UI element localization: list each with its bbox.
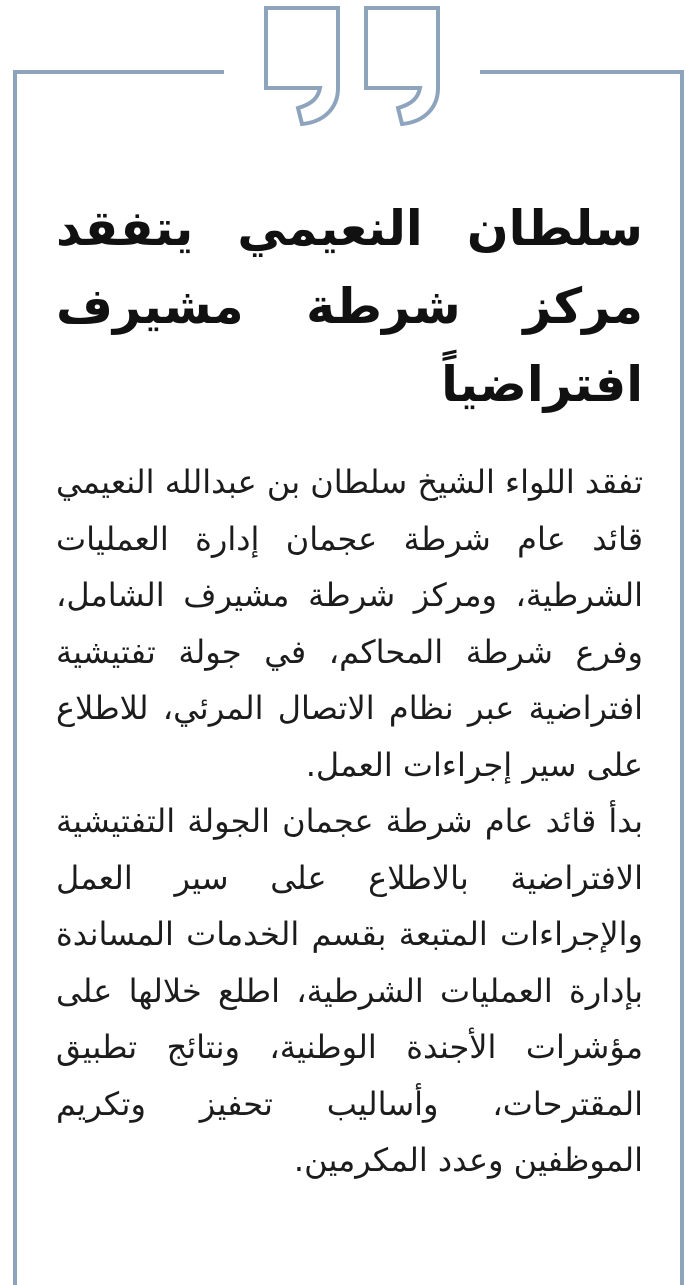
frame-right-line xyxy=(680,70,684,1285)
article-paragraph-2: بدأ قائد عام شرطة عجمان الجولة التفتيشية الافتراضية بالاطلاع على سير العمل والإجراءات المتبعة بقسم الخدمات المساندة بإدارة العمليات الشرطية، اطلع خلالها على مؤشرات الأجندة الوطنية، ونتائج تطبيق المقترحات، وأساليب تحفيز وتكريم الموظفين وعدد المكرمين. xyxy=(56,802,643,1179)
article-headline: سلطان النعيمي يتفقد مركز شرطة مشيرف افتراضياً xyxy=(56,200,643,413)
article xyxy=(56,190,643,1189)
frame-top-right-line xyxy=(480,70,684,74)
frame-left-line xyxy=(13,70,17,1285)
article-paragraph-1: تفقد اللواء الشيخ سلطان بن عبدالله النعيمي قائد عام شرطة عجمان إدارة العمليات الشرطية، ومركز شرطة مشيرف الشامل، وفرع شرطة المحاكم، في جولة تفتيشية افتراضية عبر نظام الاتصال المرئي، للاطلاع على سير إجراءات العمل. xyxy=(56,463,643,784)
frame-top-left-line xyxy=(13,70,224,74)
quotation-mark-icon xyxy=(262,4,442,128)
